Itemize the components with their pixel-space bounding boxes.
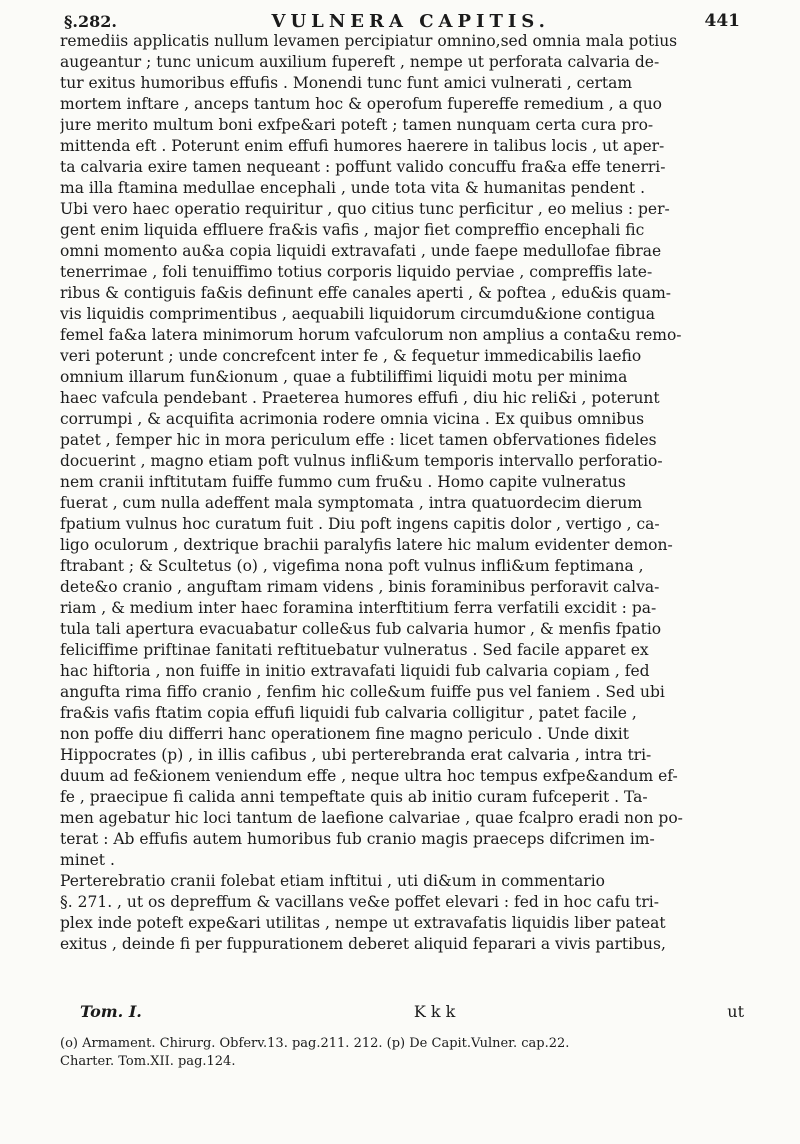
text-line: omnium illarum fun&ionum , quae a fubtiliffimi liquidi motu per minima — [60, 368, 628, 386]
text-line: minet . — [60, 851, 115, 869]
text-line: ta calvaria exire tamen nequeant : poffunt valido concuffu fra&a effe tenerri- — [60, 158, 666, 176]
text-line: veri poterunt ; unde concrefcent inter fe , & fequetur immedicabilis laefio — [60, 347, 642, 365]
text-line: tenerrimae , foli tenuiffimo totius corporis liquido perviae , compreffis late- — [60, 263, 653, 281]
text-line: Perterebratio cranii folebat etiam inftitui , uti di&um in commentario — [60, 872, 606, 890]
text-line: ftrabant ; & Scultetus (o) , vigefima nona poft vulnus infli&um feptimana , — [60, 557, 644, 575]
text-line: haec vafcula pendebant . Praeterea humores effufi , diu hic reli&i , poterunt — [60, 389, 660, 407]
text-line: tur exitus humoribus effufis . Monendi tunc funt amici vulnerati , certam — [60, 74, 633, 92]
text-line: docuerint , magno etiam poft vulnus infli&um temporis intervallo perforatio- — [60, 452, 663, 470]
text-line: riam , & medium inter haec foramina interftitium ferra verfatili excidit : pa- — [60, 599, 657, 617]
text-line: femel fa&a latera minimorum horum vafculorum non amplius a conta&u remo- — [60, 326, 682, 344]
main-text-block — [60, 31, 754, 955]
text-line: mortem inftare , anceps tantum hoc & operofum fupereffe remedium , a quo — [60, 95, 663, 113]
text-line: fpatium vulnus hoc curatum fuit . Diu poft ingens capitis dolor , vertigo , ca- — [60, 515, 660, 533]
text-line: Hippocrates (p) , in illis cafibus , ubi perterebranda erat calvaria , intra tri- — [60, 746, 652, 764]
text-line: corrumpi , & acquifita acrimonia rodere omnia vicina . Ex quibus omnibus — [60, 410, 645, 428]
volume-mark: Tom. I. — [80, 1002, 142, 1021]
text-line: augeantur ; tunc unicum auxilium fupereft , nempe ut perforata calvaria de- — [60, 53, 660, 71]
section-number: §.282. — [64, 11, 117, 31]
text-line: vis liquidis comprimentibus , aequabili liquidorum circumdu&ione contigua — [60, 305, 655, 323]
text-line: fra&is vafis ftatim copia effufi liquidi fub calvaria colligitur , patet facile , — [60, 704, 637, 722]
text-line: dete&o cranio , anguftam rimam videns , binis foraminibus perforavit calva- — [60, 578, 660, 596]
text-line: feliciffime priftinae fanitati reftituebatur vulneratus . Sed facile apparet ex — [60, 641, 649, 659]
text-line: ma illa ftamina medullae encephali , unde tota vita & humanitas pendent . — [60, 179, 646, 197]
text-line: angufta rima fiffo cranio , fenfim hic colle&um fuiffe pus vel faniem . Sed ubi — [60, 683, 665, 701]
text-line: omni momento au&a copia liquidi extravafati , unde faepe medullofae fibrae — [60, 242, 662, 260]
footnote-line: (o) Armament. Chirurg. Obferv.13. pag.211. 212. (p) De Capit.Vulner. cap.22. — [60, 1036, 570, 1051]
signature-line — [80, 1002, 744, 1021]
text-line: fuerat , cum nulla adeffent mala symptomata , intra quatuordecim dierum — [60, 494, 643, 512]
text-line: exitus , deinde fi per fuppurationem deberet aliquid feparari a vivis partibus, — [60, 935, 666, 953]
text-line: non poffe diu differri hanc operationem fine magno periculo . Unde dixit — [60, 725, 629, 743]
text-line: patet , femper hic in mora periculum effe : licet tamen obfervationes fideles — [60, 431, 657, 449]
running-title: VULNERA CAPITIS. — [271, 10, 550, 32]
text-line: mittenda eft . Poterunt enim effufi humores haerere in talibus locis , ut aper- — [60, 137, 665, 155]
text-line: ligo oculorum , dextrique brachii paralyfis latere hic malum evidenter demon- — [60, 536, 673, 554]
catchword: ut — [727, 1002, 744, 1021]
footnotes — [60, 1035, 754, 1071]
text-line: hac hiftoria , non fuiffe in initio extravafati liquidi fub calvaria copiam , fed — [60, 662, 650, 680]
text-line: §. 271. , ut os depreffum & vacillans ve&e poffet elevari : fed in hoc cafu tri- — [60, 893, 659, 911]
text-line: men agebatur hic loci tantum de laefione calvariae , quae fcalpro eradi non po- — [60, 809, 683, 827]
signature-mark: K k k — [413, 1002, 456, 1021]
footnote-line: Charter. Tom.XII. pag.124. — [60, 1054, 236, 1069]
text-line: terat : Ab effufis autem humoribus fub cranio magis praeceps difcrimen im- — [60, 830, 655, 848]
page-number: 441 — [704, 11, 740, 31]
text-line: gent enim liquida effluere fra&is vafis , major fiet compreffio encephali fic — [60, 221, 645, 239]
text-line: remediis applicatis nullum levamen percipiatur omnino,sed omnia mala potius — [60, 32, 678, 50]
text-line: nem cranii inftitutam fuiffe fummo cum fru&u . Homo capite vulneratus — [60, 473, 626, 491]
text-line: tula tali apertura evacuabatur colle&us fub calvaria humor , & menfis fpatio — [60, 620, 662, 638]
text-line: Ubi vero haec operatio requiritur , quo citius tunc perficitur , eo melius : per- — [60, 200, 670, 218]
text-line: jure merito multum boni exfpe&ari poteft ; tamen nunquam certa cura pro- — [60, 116, 654, 134]
text-line: ribus & contiguis fa&is definunt effe canales aperti , & poftea , edu&is quam- — [60, 284, 672, 302]
text-line: plex inde poteft expe&ari utilitas , nempe ut extravafatis liquidis liber pateat — [60, 914, 666, 932]
text-line: duum ad fe&ionem veniendum effe , neque ultra hoc tempus exfpe&andum ef- — [60, 767, 678, 785]
text-line: fe , praecipue fi calida anni tempeftate quis ab initio curam fufceperit . Ta- — [60, 788, 648, 806]
